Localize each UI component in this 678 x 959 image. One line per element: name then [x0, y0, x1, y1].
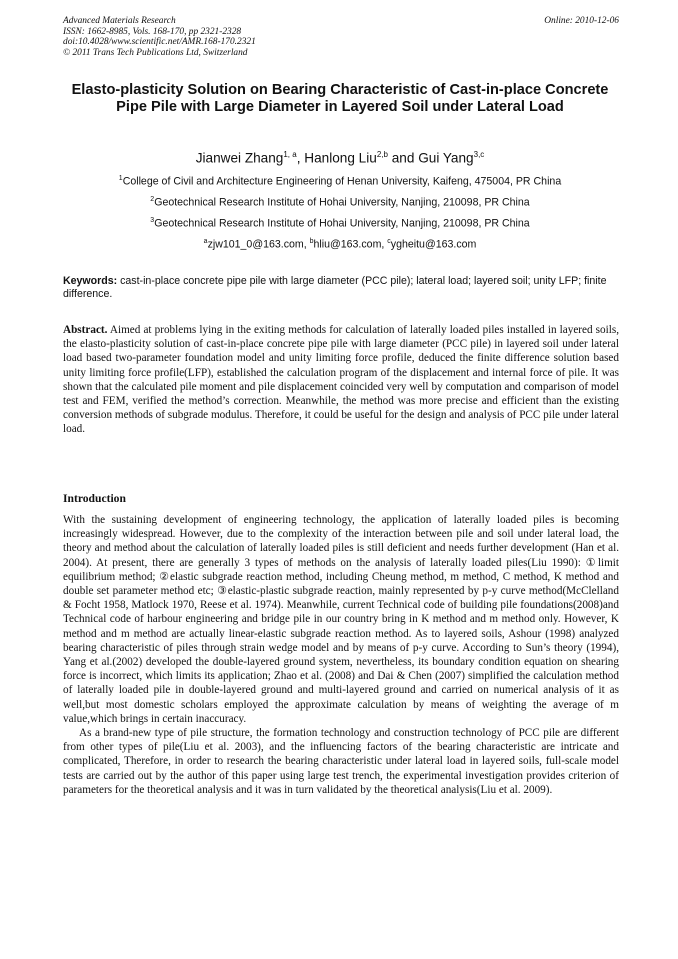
affiliation: [30, 196, 650, 209]
journal-header: [63, 16, 619, 58]
author-name: Gui Yang: [418, 150, 474, 166]
abstract-text: Aimed at problems lying in the exiting methods for calculation of laterally loaded piles installed in layered soils, the elasto-plasticity solution of cast-in-place concrete pipe pile with large diameter (PCC pile) in layered soil under lateral load based two-parameter foundation model and unity limiting force profile, deduced the finite difference solution based unity limiting force profile(LFP), established the calculation program of the displacement and internal force of pile. It was shown that the calculated pile moment and pile displacement coincided very well by computation and comparison of model test and FEM, verified the method’s correction. Meanwhile, the method was more precise and efficient than the existing conversion methods of subgrade modulus. Therefore, it could be useful for the design and analysis of PCC pile under lateral load.: [63, 324, 619, 436]
email-sup: c: [387, 238, 391, 245]
abstract: [63, 323, 619, 437]
email-sup: b: [309, 238, 314, 245]
affiliation: [30, 175, 650, 188]
issn-line: ISSN: 1662-8985, Vols. 168-170, pp 2321-2328: [63, 26, 242, 37]
affiliation-text: College of Civil and Architecture Engineering of Henan University, Kaifeng, 475004, PR China: [122, 175, 562, 188]
affiliation-sup: 3: [150, 217, 155, 224]
introduction-body: [63, 513, 619, 797]
affiliation-text: Geotechnical Research Institute of Hohai University, Nanjing, 210098, PR China: [154, 217, 530, 230]
email-line: [30, 238, 650, 251]
section-heading: Introduction: [63, 492, 126, 505]
author-separator: ,: [296, 150, 305, 166]
affiliation-sup: 2: [150, 196, 155, 203]
author-list: [40, 150, 640, 166]
paragraph: With the sustaining development of engineering technology, the application of laterally loaded piles is becoming increasingly widespread. However, due to the complexity of the interaction between pile and soil under lateral load, the theory and method about the calculation of laterally loaded piles is still deficient and needs further development (Han et al. 2004). At present, there are generally 3 types of methods on the analysis of laterally loaded piles(Liu 1990): ①limit equilibrium method; ②elastic subgrade reaction method, including Cheung method, m method, C method, K method and double set parameter method etc; ③elastic-plastic subgrade reaction, mainly represented by p-y curve method(McClelland & Focht 1958, Matlock 1970, Reese et al. 1974). Meanwhile, current Technical code of building pile foundations(2008)and Technical code of harbour engineering and bridge pile in our country bring in K method and m method only. However, K method and m method are actually linear-elastic subgrade reaction method. As to layered soils, Ashour (1998) analyzed bearing characteristic of piles through strain wedge model and by means of p-y curve. According to Sun’s theory (1994), Yang et al.(2002) developed the double-layered ground system, nevertheless, its boundary condition equation on shearing force is incorrect, which limits its application; Zhao et al. (2008) and Dai & Chen (2007) simplified the calculation method of laterally loaded pile in double-layered ground and multi-layered ground and carried on numerical analysis of it as well,but most domestic scholars employed the approximate calculation by means of weighting the average of m value,which brings in certain inaccuracy.: [63, 514, 619, 725]
author-sup: 2,b: [376, 150, 388, 159]
author-sup: 1, a: [283, 150, 297, 159]
email-sup: a: [203, 238, 208, 245]
paper-title: Elasto-plasticity Solution on Bearing Characteristic of Cast-in-place Concrete Pipe Pile with Large Diameter in Layered Soil under Lateral Load: [71, 82, 609, 116]
keywords-label: Keywords:: [63, 275, 118, 287]
email: hliu@163.com,: [313, 238, 388, 251]
affiliation-text: Geotechnical Research Institute of Hohai University, Nanjing, 210098, PR China: [154, 196, 530, 209]
journal-name: Advanced Materials Research: [63, 16, 176, 26]
abstract-label: Abstract.: [63, 324, 108, 336]
email: zjw101_0@163.com,: [207, 238, 310, 251]
author-name: Hanlong Liu: [304, 150, 377, 166]
copyright-line: © 2011 Trans Tech Publications Ltd, Switzerland: [63, 47, 248, 58]
keywords-text: cast-in-place concrete pipe pile with large diameter (PCC pile); lateral load; layered soil; unity LFP; finite difference.: [63, 275, 607, 301]
doi-line: doi:10.4028/www.scientific.net/AMR.168-170.2321: [63, 37, 256, 48]
author-separator: and: [387, 150, 419, 166]
keywords: [63, 275, 619, 302]
affiliation-sup: 1: [118, 175, 123, 182]
affiliation: [30, 217, 650, 230]
email: ygheitu@163.com: [390, 238, 477, 251]
paragraph: As a brand-new type of pile structure, the formation technology and construction technology of PCC pile are different from other types of pile(Liu et al. 2003), and the influencing factors of the bearing characteristic are intricate and complicated, Therefore, in order to research the bearing characteristic under lateral load in layered soils, full-scale model tests are carried out by the author of this paper using large test trench, the experimental investigation provides criterion of parameters for the theoretical analysis and it was in turn validated by the theoretical analysis(Liu et al. 2009).: [63, 727, 619, 796]
author-name: Jianwei Zhang: [195, 150, 284, 166]
author-sup: 3,c: [473, 150, 485, 159]
online-date: Online: 2010-12-06: [544, 16, 619, 26]
